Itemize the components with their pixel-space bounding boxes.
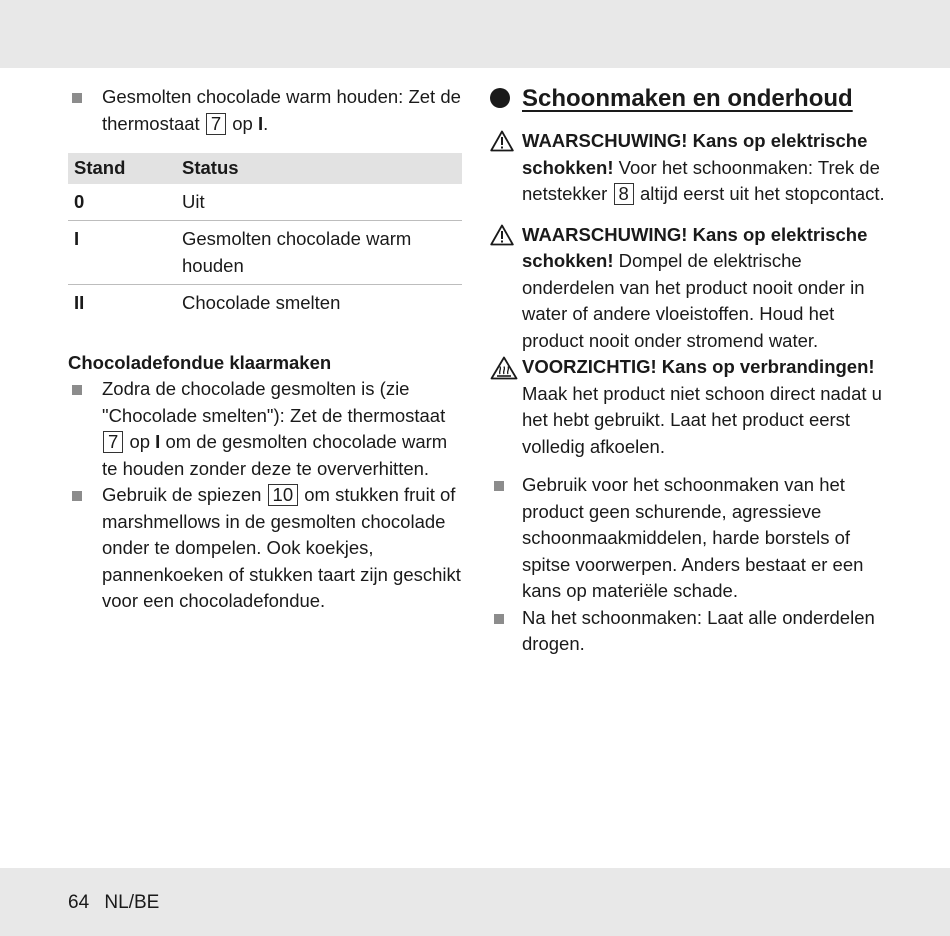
cleaning-bullet: Na het schoonmaken: Laat alle onderdelen drogen.: [490, 605, 890, 658]
page-footer: [68, 890, 169, 917]
part-ref: 8: [614, 183, 634, 205]
intro-bullet: Gesmolten chocolade warm houden: Zet de thermostaat 7 op I.: [68, 84, 462, 137]
square-bullet-icon: [72, 491, 82, 501]
square-bullet-icon: [494, 481, 504, 491]
hot-surface-icon: [490, 356, 518, 380]
caution-block: VOORZICHTIG! Kans op verbrandingen! Maak het product niet schoon direct nadat u het hebt gebruikt. Laat het product eerst volledig afkoelen.: [490, 354, 890, 460]
locale-label: NL/BE: [104, 892, 160, 913]
square-bullet-icon: [72, 385, 82, 395]
fondue-bullet: Zodra de chocolade gesmolten is (zie "Chocolade smelten"): Zet de thermostaat 7 op I om de gesmolten chocolade warm te houden zonder deze te oververhitten.: [68, 376, 462, 482]
header-status: Status: [176, 153, 462, 184]
section-title: Schoonmaken en onderhoud: [490, 84, 890, 114]
warning-triangle-icon: [490, 224, 514, 246]
stand-cell: 0: [68, 184, 176, 221]
stand-cell: II: [74, 292, 85, 313]
header-stand: Stand: [68, 153, 176, 184]
top-band: [0, 0, 950, 68]
table-header: [68, 153, 462, 184]
filled-circle-icon: [490, 88, 510, 108]
cleaning-bullet: Gebruik voor het schoonmaken van het product geen schurende, agressieve schoonmaakmiddelen, harde borstels of spitse voorwerpen. Anders bestaat er een kans op materiële schade.: [490, 472, 890, 605]
table-row: [68, 221, 462, 285]
status-cell: Gesmolten chocolade warm houden: [176, 221, 462, 285]
status-table: [68, 153, 462, 322]
page-number: 64: [68, 892, 90, 913]
right-column: [490, 84, 890, 658]
part-ref: 7: [206, 113, 226, 135]
status-cell: Uit: [176, 184, 462, 221]
fondue-title: Chocoladefondue klaarmaken: [68, 351, 332, 373]
square-bullet-icon: [72, 93, 82, 103]
stand-cell: I: [68, 221, 176, 285]
part-ref: 7: [103, 431, 123, 453]
left-column: [68, 84, 462, 615]
square-bullet-icon: [494, 614, 504, 624]
status-cell: Chocolade smelten: [182, 292, 341, 313]
table-row: [68, 285, 462, 322]
table-row: [68, 184, 462, 221]
part-ref: 10: [268, 484, 299, 506]
warning-triangle-icon: [490, 130, 514, 152]
fondue-bullet: Gebruik de spiezen 10 om stukken fruit of marshmellows in de gesmolten chocolade onder te dompelen. Ook koekjes, pannenkoeken of stukken taart zijn geschikt voor een chocoladefondue.: [68, 482, 462, 615]
warning-block: WAARSCHUWING! Kans op elektrische schokken! Dompel de elektrische onderdelen van het product nooit onder in water of andere vloeistoffen. Houd het product nooit onder stromend water.: [490, 222, 890, 355]
warning-block: WAARSCHUWING! Kans op elektrische schokken! Voor het schoonmaken: Trek de netstekker 8 altijd eerst uit het stopcontact.: [490, 128, 890, 208]
